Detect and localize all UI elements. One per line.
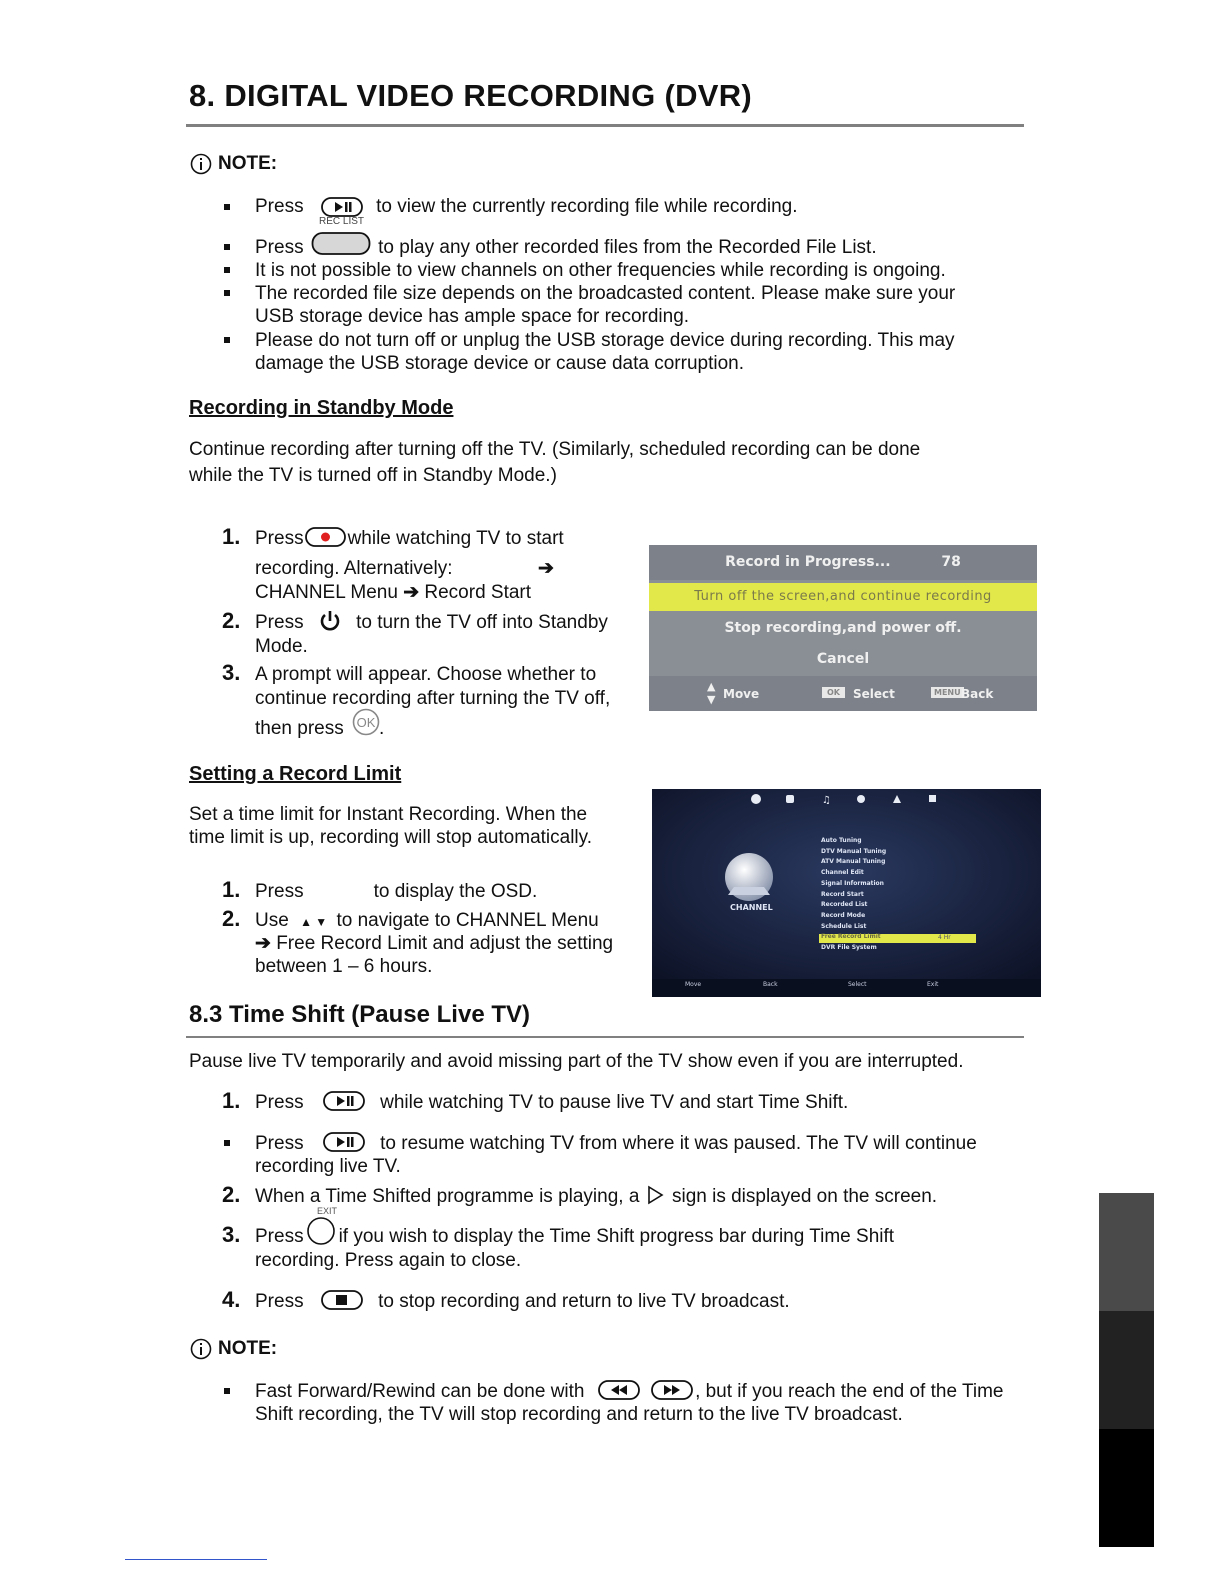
title-rule bbox=[186, 124, 1024, 127]
usb-tab-icon bbox=[929, 795, 936, 802]
sound-tab-icon: ♫ bbox=[822, 795, 831, 806]
info-icon bbox=[190, 153, 212, 175]
step-number: 1. bbox=[222, 524, 241, 549]
menu-item[interactable]: Record Start bbox=[821, 890, 864, 898]
record-limit-step-2-line2: ➔ Free Record Limit and adjust the setting bbox=[255, 933, 614, 954]
arrow-icon: ➔ bbox=[403, 582, 420, 603]
menu-item[interactable]: Schedule List bbox=[821, 922, 867, 930]
play-pause-icon bbox=[323, 1131, 367, 1153]
timeshift-step-1: Press while watching TV to pause live TV and start Time Shift. bbox=[255, 1092, 849, 1113]
bullet-marker bbox=[224, 267, 230, 273]
step-number: 2. bbox=[222, 1182, 241, 1207]
standby-step-2-line2: Mode. bbox=[255, 636, 308, 657]
note2-heading: NOTE: bbox=[190, 1338, 277, 1360]
record-in-progress-screen bbox=[649, 545, 1037, 711]
exit-label: EXIT bbox=[317, 1206, 338, 1216]
screen1-footer: ▲ ▼ Move OK Select MENU Back bbox=[649, 676, 1037, 711]
bullet-marker bbox=[224, 204, 230, 210]
standby-step-1-line2: recording. Alternatively: bbox=[255, 558, 453, 579]
menu-key-icon: MENU bbox=[931, 687, 964, 698]
record-limit-step-2-line3: between 1 – 6 hours. bbox=[255, 956, 433, 977]
page-title: 8. DIGITAL VIDEO RECORDING (DVR) bbox=[189, 78, 753, 113]
step-number: 2. bbox=[222, 608, 241, 633]
bullet-marker bbox=[224, 1388, 230, 1394]
step-number: 1. bbox=[222, 877, 241, 902]
menu-item[interactable]: DVR File System bbox=[821, 944, 877, 952]
ok-button-icon bbox=[351, 707, 381, 737]
arrow-icon: ➔ bbox=[538, 558, 554, 579]
rewind-icon bbox=[598, 1379, 642, 1401]
standby-step-3-line2: continue recording after turning the TV off, bbox=[255, 688, 611, 709]
step-number: 1. bbox=[222, 1088, 241, 1113]
play-pause-icon bbox=[323, 1090, 367, 1112]
stop-icon bbox=[321, 1289, 365, 1311]
standby-step-1: Press while watching TV to start bbox=[255, 528, 564, 549]
note-label: NOTE: bbox=[218, 153, 278, 174]
timeshift-step-3-line2: recording. Press again to close. bbox=[255, 1250, 522, 1271]
rec-list-button-icon bbox=[311, 231, 373, 257]
menu-item[interactable]: Record Mode bbox=[821, 911, 866, 919]
standby-heading: Recording in Standby Mode bbox=[189, 397, 454, 419]
note-bullet-1: Press to view the currently recording file while recording. bbox=[255, 196, 798, 217]
record-limit-heading: Setting a Record Limit bbox=[189, 763, 402, 785]
screen1-title-bar: Record in Progress... 78 bbox=[649, 545, 1037, 580]
note-bullet-3: It is not possible to view channels on other frequencies while recording is ongoing. bbox=[255, 260, 946, 281]
record-limit-step-2: Use ▲ ▼ to navigate to CHANNEL Menu bbox=[255, 910, 599, 931]
up-down-arrow-icon: ▲ ▼ bbox=[300, 915, 328, 929]
play-pause-icon bbox=[321, 196, 365, 218]
bullet-marker bbox=[224, 337, 230, 343]
timeshift-heading: 8.3 Time Shift (Pause Live TV) bbox=[189, 1001, 530, 1028]
timeshift-step-4: Press to stop recording and return to live TV broadcast. bbox=[255, 1291, 790, 1312]
bullet-marker bbox=[224, 1140, 230, 1146]
standby-step-2: Press to turn the TV off into Standby bbox=[255, 611, 608, 634]
time-tab-icon bbox=[857, 795, 865, 803]
record-button-icon bbox=[305, 526, 347, 548]
footer-link-rule bbox=[125, 1559, 267, 1560]
record-limit-step-1: Press to display the OSD. bbox=[255, 881, 538, 902]
menu-item[interactable]: Signal Information bbox=[821, 879, 884, 887]
bullet-marker bbox=[224, 290, 230, 296]
record-limit-intro: Set a time limit for Instant Recording. When the time limit is up, recording will stop automatically. bbox=[189, 804, 593, 848]
svg-text:OK: OK bbox=[356, 714, 376, 730]
timeshift-intro: Pause live TV temporarily and avoid missing part of the TV show even if you are interrupted. bbox=[189, 1051, 964, 1072]
note-bullet-4: The recorded file size depends on the broadcasted content. Please make sure your USB storage device has ample space for recording. bbox=[255, 283, 956, 327]
standby-step-3-line3: then press OK . bbox=[255, 717, 384, 740]
standby-intro: Continue recording after turning off the TV. (Similarly, scheduled recording can be done while the TV is turned off in Standby Mode.) bbox=[189, 439, 921, 486]
updown-icon: ▲ ▼ bbox=[707, 680, 716, 706]
side-tab-2 bbox=[1099, 1311, 1154, 1429]
channel-menu-screen: ♫ CHANNEL Auto Tuning DTV Manual Tuning ATV Manual Tuning Channel Edit Signal Information Record Start Recorded List Record Mode Schedule List Free Record Limit DVR File System 4 Hr Move Back Select Exit bbox=[652, 789, 1041, 997]
note-bullet-2: Press to play any other recorded files from the Recorded File List. bbox=[255, 236, 877, 259]
step-number: 3. bbox=[222, 660, 241, 685]
exit-button-icon bbox=[305, 1216, 339, 1246]
screen1-option-cancel[interactable]: Cancel bbox=[816, 651, 870, 667]
step-number: 4. bbox=[222, 1287, 241, 1312]
timeshift-step-3: Press if you wish to display the Time Shift progress bar during Time Shift bbox=[255, 1225, 894, 1248]
note2-bullet: Fast Forward/Rewind can be done with , but if you reach the end of the Time bbox=[255, 1381, 1004, 1402]
menu-item[interactable]: Recorded List bbox=[821, 901, 868, 909]
fast-forward-icon bbox=[651, 1379, 695, 1401]
ok-key-icon: OK bbox=[822, 687, 845, 698]
screen1-option-continue[interactable]: Turn off the screen,and continue recording bbox=[649, 583, 1037, 611]
note-heading bbox=[190, 153, 277, 175]
menu-item[interactable]: DTV Manual Tuning bbox=[821, 847, 887, 855]
standby-step-3: A prompt will appear. Choose whether to bbox=[255, 664, 597, 685]
bullet-marker bbox=[224, 244, 230, 250]
step-number: 3. bbox=[222, 1222, 241, 1247]
timeshift-bullet: Press to resume watching TV from where it was paused. The TV will continue bbox=[255, 1133, 977, 1154]
info-icon bbox=[190, 1338, 212, 1360]
arrow-icon: ➔ bbox=[255, 933, 271, 954]
menu-item[interactable]: Auto Tuning bbox=[821, 837, 862, 844]
play-sign-icon bbox=[647, 1185, 665, 1205]
menu-item-selected[interactable]: Free Record Limit bbox=[821, 933, 881, 941]
note-bullet-5: Please do not turn off or unplug the USB storage device during recording. This may damage the USB storage device or cause data corruption. bbox=[255, 330, 955, 374]
timeshift-rule bbox=[186, 1036, 1024, 1038]
standby-step-1-line3: CHANNEL Menu ➔ Record Start bbox=[255, 582, 532, 603]
selected-value: 4 Hr bbox=[938, 934, 951, 941]
rec-list-label: REC LIST bbox=[319, 216, 365, 227]
timeshift-step-2: When a Time Shifted programme is playing, a sign is displayed on the screen. bbox=[255, 1186, 938, 1207]
screen1-option-stop[interactable]: Stop recording,and power off. bbox=[724, 620, 962, 636]
side-tab-1 bbox=[1099, 1193, 1154, 1311]
picture-tab-icon bbox=[786, 795, 794, 803]
step-number: 2. bbox=[222, 906, 241, 931]
channel-label: CHANNEL bbox=[730, 903, 773, 912]
side-tab-3 bbox=[1099, 1429, 1154, 1547]
timeshift-bullet-line2: recording live TV. bbox=[255, 1156, 401, 1177]
channel-menu-list bbox=[821, 836, 886, 954]
power-icon bbox=[317, 609, 343, 633]
menu-item[interactable]: Channel Edit bbox=[821, 869, 864, 877]
settings-tab-icon bbox=[751, 794, 761, 804]
menu-item[interactable]: ATV Manual Tuning bbox=[821, 858, 886, 866]
note2-bullet-line2: Shift recording, the TV will stop recording and return to the live TV broadcast. bbox=[255, 1404, 903, 1425]
